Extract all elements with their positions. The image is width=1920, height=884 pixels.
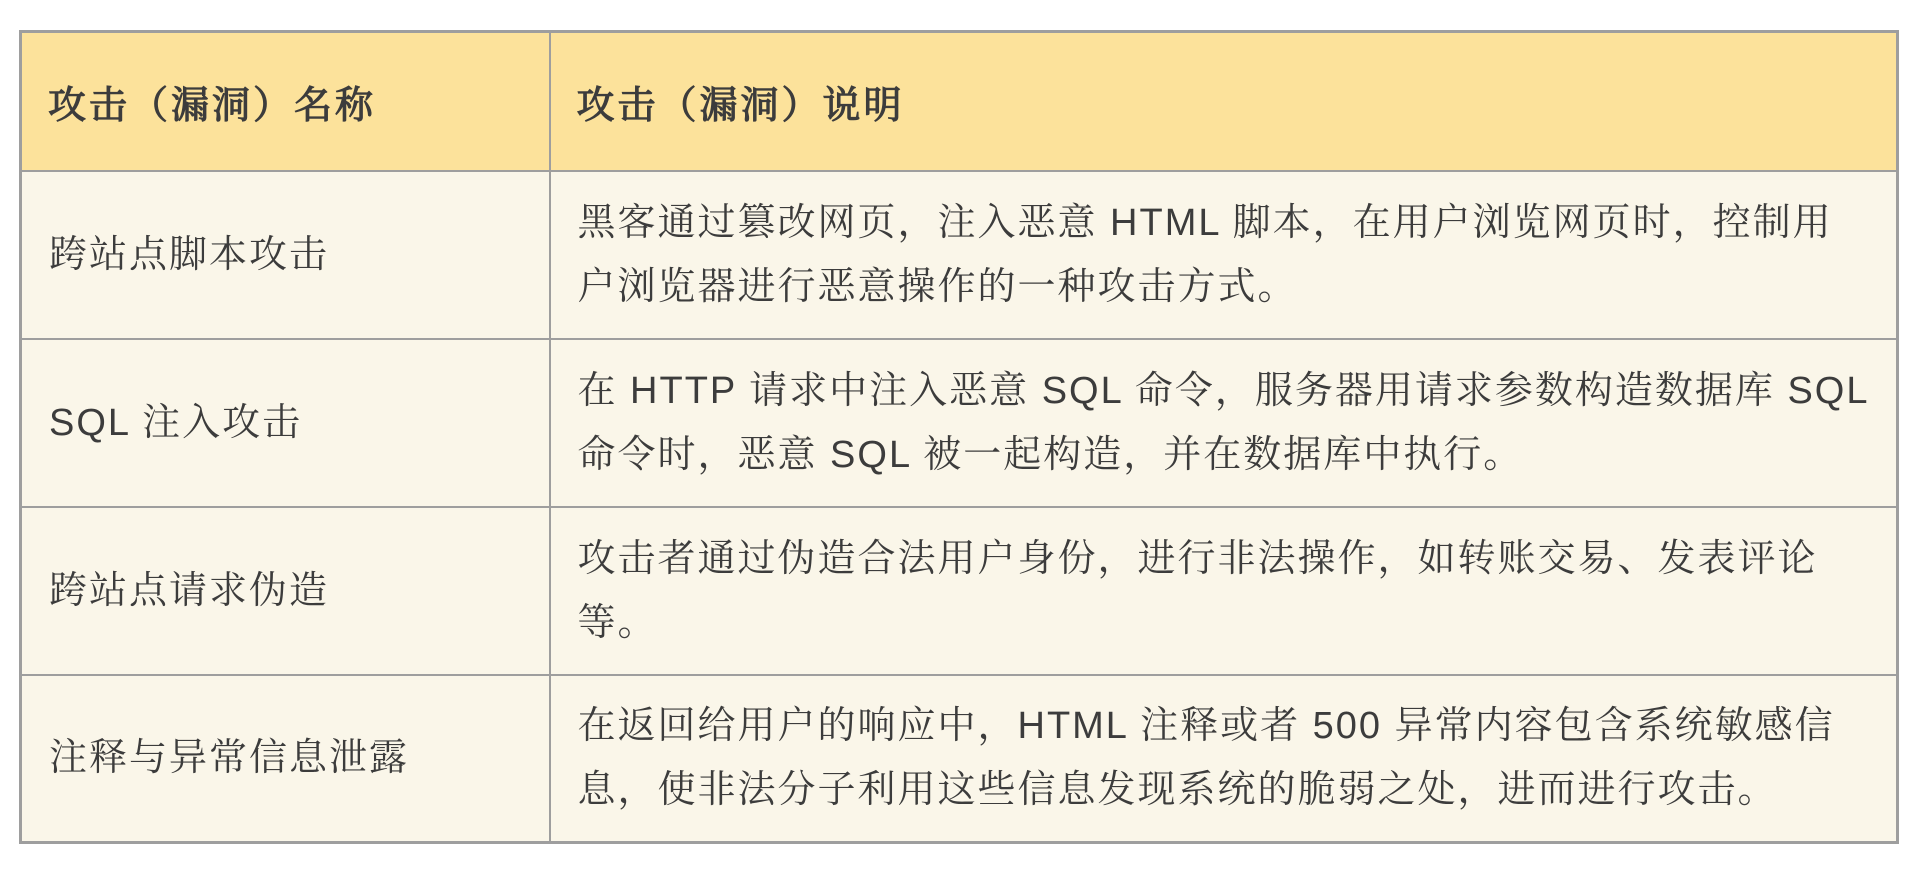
column-header-attack-description: 攻击（漏洞）说明 xyxy=(550,32,1898,171)
table-row xyxy=(21,675,1898,843)
attack-name-csrf: 跨站点请求伪造 xyxy=(21,507,550,675)
column-header-attack-name: 攻击（漏洞）名称 xyxy=(21,32,550,171)
header-row xyxy=(21,32,1898,171)
attack-description-xss: 黑客通过篡改网页，注入恶意 HTML 脚本，在用户浏览网页时，控制用户浏览器进行恶意操作的一种攻击方式。 xyxy=(550,171,1898,339)
table-row xyxy=(21,507,1898,675)
vulnerability-table xyxy=(19,30,1899,844)
vulnerability-table-frame xyxy=(19,30,1899,844)
table-row xyxy=(21,339,1898,507)
attack-name-sql-injection: SQL 注入攻击 xyxy=(21,339,550,507)
attack-description-sql-injection: 在 HTTP 请求中注入恶意 SQL 命令，服务器用请求参数构造数据库 SQL 命令时，恶意 SQL 被一起构造，并在数据库中执行。 xyxy=(550,339,1898,507)
attack-description-csrf: 攻击者通过伪造合法用户身份，进行非法操作，如转账交易、发表评论等。 xyxy=(550,507,1898,675)
table-row xyxy=(21,171,1898,339)
attack-name-info-leak: 注释与异常信息泄露 xyxy=(21,675,550,843)
attack-description-info-leak: 在返回给用户的响应中，HTML 注释或者 500 异常内容包含系统敏感信息，使非法分子利用这些信息发现系统的脆弱之处，进而进行攻击。 xyxy=(550,675,1898,843)
attack-name-xss: 跨站点脚本攻击 xyxy=(21,171,550,339)
